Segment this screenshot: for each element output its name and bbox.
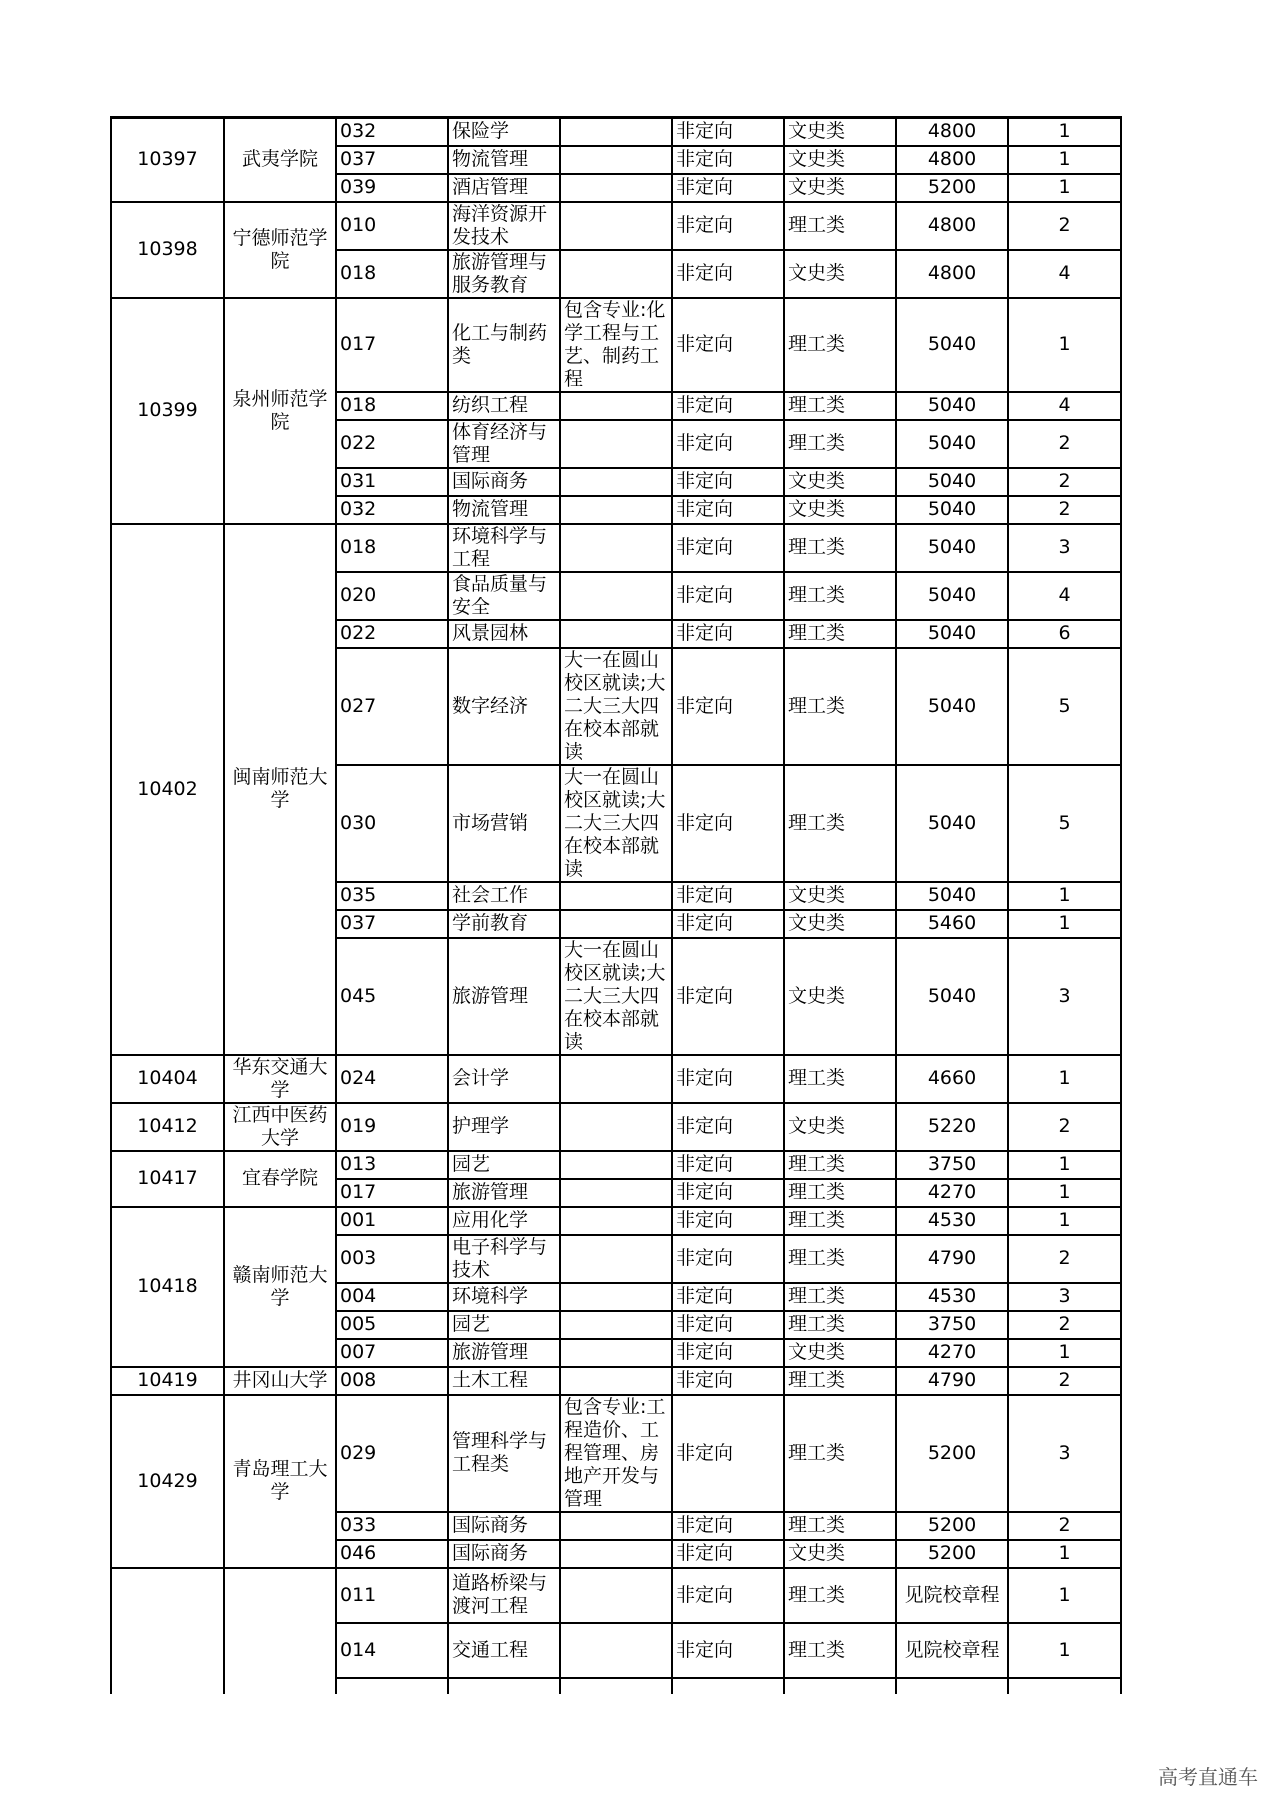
- major-code-cell: 011: [336, 1568, 448, 1623]
- tuition-cell: 5040: [896, 938, 1008, 1055]
- school-code-cell: 10398: [111, 202, 224, 298]
- tuition-cell: 3750: [896, 1151, 1008, 1179]
- plan-count-cell: 1: [1008, 1568, 1121, 1623]
- major-code-cell: 032: [336, 118, 448, 146]
- major-name-cell: 道路桥梁与渡河工程: [448, 1568, 560, 1623]
- plan-count-cell: 1: [1008, 174, 1121, 202]
- orientation-cell: 非定向: [672, 1151, 784, 1179]
- school-code-cell: 10412: [111, 1103, 224, 1151]
- category-cell: 理工类: [784, 1179, 896, 1207]
- major-code-cell: 010: [336, 202, 448, 250]
- major-name-cell: 园艺: [448, 1311, 560, 1339]
- plan-count-cell: 1: [1008, 1339, 1121, 1367]
- orientation-cell: 非定向: [672, 1339, 784, 1367]
- note-cell: [560, 910, 672, 938]
- orientation-cell: 非定向: [672, 468, 784, 496]
- category-cell: 理工类: [784, 1055, 896, 1103]
- category-cell: 理工类: [784, 420, 896, 468]
- orientation-cell: 非定向: [672, 1207, 784, 1235]
- tuition-cell: 5040: [896, 524, 1008, 572]
- tuition-cell: 5040: [896, 496, 1008, 524]
- category-cell: 文史类: [784, 938, 896, 1055]
- major-name-cell: 国际商务: [448, 1512, 560, 1540]
- note-cell: [560, 1151, 672, 1179]
- orientation-cell: 非定向: [672, 1235, 784, 1283]
- note-cell: [560, 1512, 672, 1540]
- note-cell: [560, 1179, 672, 1207]
- orientation-cell: 非定向: [672, 174, 784, 202]
- school-name-cell: 华东交通大学: [224, 1055, 336, 1103]
- note-cell: [560, 1339, 672, 1367]
- orientation-cell: 非定向: [672, 1623, 784, 1678]
- table-row: [111, 1207, 1121, 1235]
- plan-count-cell: 3: [1008, 524, 1121, 572]
- major-name-cell: 土木工程: [448, 1367, 560, 1395]
- orientation-cell: 非定向: [672, 765, 784, 882]
- major-code-cell: 027: [336, 648, 448, 765]
- major-code-cell: 046: [336, 1540, 448, 1568]
- tuition-cell: 4800: [896, 202, 1008, 250]
- category-cell: 理工类: [784, 1367, 896, 1395]
- admission-plan-table: [110, 116, 1122, 1734]
- plan-count-cell: 2: [1008, 1103, 1121, 1151]
- plan-count-cell: 5: [1008, 648, 1121, 765]
- note-cell: 包含专业:化学工程与工艺、制药工程: [560, 298, 672, 392]
- note-cell: [560, 496, 672, 524]
- tuition-cell: 5200: [896, 1540, 1008, 1568]
- note-cell: 包含专业:工程造价、工程管理、房地产开发与管理: [560, 1395, 672, 1512]
- major-code-cell: 031: [336, 468, 448, 496]
- major-name-cell: 旅游管理: [448, 938, 560, 1055]
- tuition-cell: 4800: [896, 118, 1008, 146]
- orientation-cell: 非定向: [672, 1311, 784, 1339]
- plan-count-cell: 4: [1008, 572, 1121, 620]
- watermark: 高考直通车: [1158, 1765, 1258, 1789]
- major-name-cell: 数字经济: [448, 648, 560, 765]
- major-code-cell: 029: [336, 1395, 448, 1512]
- category-cell: 文史类: [784, 118, 896, 146]
- table-row: [111, 118, 1121, 146]
- plan-count-cell: 1: [1008, 1179, 1121, 1207]
- major-code-cell: 037: [336, 146, 448, 174]
- category-cell: 理工类: [784, 202, 896, 250]
- major-name-cell: 市场营销: [448, 765, 560, 882]
- category-cell: 理工类: [784, 1623, 896, 1678]
- plan-count-cell: 2: [1008, 1235, 1121, 1283]
- plan-count-cell: 2: [1008, 468, 1121, 496]
- category-cell: 文史类: [784, 1540, 896, 1568]
- major-name-cell: 环境科学: [448, 1283, 560, 1311]
- tuition-cell: 5040: [896, 882, 1008, 910]
- category-cell: 文史类: [784, 882, 896, 910]
- orientation-cell: 非定向: [672, 1540, 784, 1568]
- major-code-cell: 032: [336, 496, 448, 524]
- plan-count-cell: 5: [1008, 765, 1121, 882]
- orientation-cell: 非定向: [672, 1179, 784, 1207]
- major-code-cell: 045: [336, 938, 448, 1055]
- note-cell: [560, 572, 672, 620]
- major-name-cell: 旅游管理: [448, 1179, 560, 1207]
- note-cell: [560, 1055, 672, 1103]
- major-code-cell: 014: [336, 1623, 448, 1678]
- plan-count-cell: 4: [1008, 250, 1121, 298]
- note-cell: [560, 468, 672, 496]
- major-name-cell: 社会工作: [448, 882, 560, 910]
- plan-count-cell: 4: [1008, 392, 1121, 420]
- school-code-cell: 10418: [111, 1207, 224, 1367]
- plan-count-cell: 2: [1008, 496, 1121, 524]
- tuition-cell: 4800: [896, 250, 1008, 298]
- note-cell: [560, 620, 672, 648]
- school-name-cell: 赣南师范大学: [224, 1207, 336, 1367]
- category-cell: 理工类: [784, 1395, 896, 1512]
- table-row: [111, 1395, 1121, 1512]
- orientation-cell: 非定向: [672, 146, 784, 174]
- note-cell: [560, 1103, 672, 1151]
- school-name-cell: 泉州师范学院: [224, 298, 336, 524]
- category-cell: 文史类: [784, 910, 896, 938]
- tuition-cell: 4530: [896, 1207, 1008, 1235]
- plan-count-cell: 1: [1008, 118, 1121, 146]
- major-name-cell: 酒店管理: [448, 174, 560, 202]
- plan-count-cell: 1: [1008, 146, 1121, 174]
- tuition-cell: 5040: [896, 620, 1008, 648]
- note-cell: [560, 118, 672, 146]
- category-cell: 理工类: [784, 1283, 896, 1311]
- orientation-cell: 非定向: [672, 938, 784, 1055]
- category-cell: 理工类: [784, 298, 896, 392]
- major-code-cell: 004: [336, 1283, 448, 1311]
- major-code-cell: 019: [336, 1103, 448, 1151]
- plan-count-cell: 1: [1008, 1055, 1121, 1103]
- table-row: [111, 1103, 1121, 1151]
- major-name-cell: 物流管理: [448, 496, 560, 524]
- tuition-cell: 5040: [896, 468, 1008, 496]
- tuition-cell: 5040: [896, 572, 1008, 620]
- major-code-cell: 033: [336, 1512, 448, 1540]
- major-code-cell: 030: [336, 765, 448, 882]
- table-row: [111, 1055, 1121, 1103]
- table-row: [111, 202, 1121, 250]
- category-cell: 理工类: [784, 620, 896, 648]
- major-name-cell: 旅游管理: [448, 1339, 560, 1367]
- plan-count-cell: 1: [1008, 910, 1121, 938]
- major-name-cell: 学前教育: [448, 910, 560, 938]
- tuition-cell: 4530: [896, 1283, 1008, 1311]
- tuition-cell: 5040: [896, 392, 1008, 420]
- note-cell: [560, 1311, 672, 1339]
- school-name-cell: 闽南师范大学: [224, 524, 336, 1055]
- page-bottom-margin: [0, 1694, 1280, 1810]
- major-code-cell: 018: [336, 392, 448, 420]
- orientation-cell: 非定向: [672, 648, 784, 765]
- orientation-cell: 非定向: [672, 1367, 784, 1395]
- category-cell: 理工类: [784, 572, 896, 620]
- major-name-cell: 保险学: [448, 118, 560, 146]
- note-cell: [560, 1623, 672, 1678]
- major-name-cell: 会计学: [448, 1055, 560, 1103]
- school-code-cell: 10429: [111, 1395, 224, 1568]
- plan-count-cell: 1: [1008, 1540, 1121, 1568]
- school-code-cell: 10417: [111, 1151, 224, 1207]
- note-cell: [560, 146, 672, 174]
- plan-count-cell: 1: [1008, 882, 1121, 910]
- orientation-cell: 非定向: [672, 1568, 784, 1623]
- table-row: [111, 1151, 1121, 1179]
- note-cell: [560, 524, 672, 572]
- orientation-cell: 非定向: [672, 910, 784, 938]
- category-cell: 文史类: [784, 1339, 896, 1367]
- note-cell: [560, 882, 672, 910]
- plan-count-cell: 1: [1008, 1623, 1121, 1678]
- major-code-cell: 020: [336, 572, 448, 620]
- major-code-cell: 024: [336, 1055, 448, 1103]
- category-cell: 文史类: [784, 1103, 896, 1151]
- tuition-cell: 4270: [896, 1339, 1008, 1367]
- major-name-cell: 体育经济与管理: [448, 420, 560, 468]
- major-name-cell: 管理科学与工程类: [448, 1395, 560, 1512]
- tuition-cell: 5200: [896, 1395, 1008, 1512]
- plan-count-cell: 2: [1008, 1367, 1121, 1395]
- school-name-cell: 青岛理工大学: [224, 1395, 336, 1568]
- category-cell: 文史类: [784, 174, 896, 202]
- major-code-cell: 018: [336, 250, 448, 298]
- note-cell: [560, 250, 672, 298]
- category-cell: 理工类: [784, 1235, 896, 1283]
- orientation-cell: 非定向: [672, 1283, 784, 1311]
- tuition-cell: 5040: [896, 420, 1008, 468]
- major-code-cell: 005: [336, 1311, 448, 1339]
- tuition-cell: 5040: [896, 765, 1008, 882]
- tuition-cell: 4660: [896, 1055, 1008, 1103]
- category-cell: 理工类: [784, 765, 896, 882]
- major-name-cell: 护理学: [448, 1103, 560, 1151]
- major-name-cell: 国际商务: [448, 468, 560, 496]
- category-cell: 文史类: [784, 468, 896, 496]
- category-cell: 理工类: [784, 648, 896, 765]
- category-cell: 理工类: [784, 1568, 896, 1623]
- category-cell: 理工类: [784, 1207, 896, 1235]
- orientation-cell: 非定向: [672, 392, 784, 420]
- tuition-cell: 5040: [896, 648, 1008, 765]
- tuition-cell: 4790: [896, 1235, 1008, 1283]
- plan-count-cell: 2: [1008, 202, 1121, 250]
- school-code-cell: 10397: [111, 118, 224, 202]
- table-row: [111, 298, 1121, 392]
- major-code-cell: 017: [336, 298, 448, 392]
- school-code-cell: 10402: [111, 524, 224, 1055]
- orientation-cell: 非定向: [672, 496, 784, 524]
- major-name-cell: 物流管理: [448, 146, 560, 174]
- orientation-cell: 非定向: [672, 1103, 784, 1151]
- tuition-cell: 4790: [896, 1367, 1008, 1395]
- major-code-cell: 039: [336, 174, 448, 202]
- note-cell: [560, 1540, 672, 1568]
- school-code-cell: 10404: [111, 1055, 224, 1103]
- note-cell: [560, 1568, 672, 1623]
- plan-count-cell: 1: [1008, 298, 1121, 392]
- plan-count-cell: 3: [1008, 1395, 1121, 1512]
- note-cell: [560, 1367, 672, 1395]
- orientation-cell: 非定向: [672, 572, 784, 620]
- plan-count-cell: 3: [1008, 938, 1121, 1055]
- orientation-cell: 非定向: [672, 882, 784, 910]
- category-cell: 文史类: [784, 250, 896, 298]
- major-name-cell: 应用化学: [448, 1207, 560, 1235]
- school-name-cell: 井冈山大学: [224, 1367, 336, 1395]
- plan-count-cell: 2: [1008, 420, 1121, 468]
- orientation-cell: 非定向: [672, 118, 784, 146]
- category-cell: 文史类: [784, 146, 896, 174]
- category-cell: 理工类: [784, 392, 896, 420]
- plan-count-cell: 3: [1008, 1283, 1121, 1311]
- school-name-cell: 江西中医药大学: [224, 1103, 336, 1151]
- orientation-cell: 非定向: [672, 420, 784, 468]
- note-cell: [560, 1207, 672, 1235]
- major-name-cell: 旅游管理与服务教育: [448, 250, 560, 298]
- tuition-cell: 4270: [896, 1179, 1008, 1207]
- major-name-cell: 交通工程: [448, 1623, 560, 1678]
- plan-count-cell: 2: [1008, 1311, 1121, 1339]
- note-cell: [560, 202, 672, 250]
- tuition-cell: 见院校章程: [896, 1568, 1008, 1623]
- major-name-cell: 风景园林: [448, 620, 560, 648]
- major-code-cell: 022: [336, 420, 448, 468]
- plan-count-cell: 6: [1008, 620, 1121, 648]
- school-name-cell: 武夷学院: [224, 118, 336, 202]
- tuition-cell: 5200: [896, 1512, 1008, 1540]
- note-cell: [560, 1235, 672, 1283]
- school-name-cell: 宜春学院: [224, 1151, 336, 1207]
- category-cell: 文史类: [784, 496, 896, 524]
- major-name-cell: 食品质量与安全: [448, 572, 560, 620]
- major-name-cell: 纺织工程: [448, 392, 560, 420]
- table-row: [111, 524, 1121, 572]
- major-name-cell: 园艺: [448, 1151, 560, 1179]
- note-cell: 大一在圆山校区就读;大二大三大四在校本部就读: [560, 648, 672, 765]
- category-cell: 理工类: [784, 524, 896, 572]
- category-cell: 理工类: [784, 1151, 896, 1179]
- school-code-cell: 10419: [111, 1367, 224, 1395]
- note-cell: [560, 420, 672, 468]
- major-code-cell: 018: [336, 524, 448, 572]
- major-code-cell: 017: [336, 1179, 448, 1207]
- orientation-cell: 非定向: [672, 620, 784, 648]
- tuition-cell: 5040: [896, 298, 1008, 392]
- plan-count-cell: 1: [1008, 1207, 1121, 1235]
- major-name-cell: 电子科学与技术: [448, 1235, 560, 1283]
- tuition-cell: 5220: [896, 1103, 1008, 1151]
- plan-count-cell: 2: [1008, 1512, 1121, 1540]
- plan-count-cell: 1: [1008, 1151, 1121, 1179]
- school-name-cell: 宁德师范学院: [224, 202, 336, 298]
- table-body: [111, 118, 1121, 1733]
- category-cell: 理工类: [784, 1311, 896, 1339]
- note-cell: 大一在圆山校区就读;大二大三大四在校本部就读: [560, 765, 672, 882]
- orientation-cell: 非定向: [672, 298, 784, 392]
- orientation-cell: 非定向: [672, 250, 784, 298]
- note-cell: [560, 1283, 672, 1311]
- orientation-cell: 非定向: [672, 1512, 784, 1540]
- major-code-cell: 001: [336, 1207, 448, 1235]
- note-cell: [560, 174, 672, 202]
- tuition-cell: 4800: [896, 146, 1008, 174]
- tuition-cell: 5460: [896, 910, 1008, 938]
- orientation-cell: 非定向: [672, 1055, 784, 1103]
- major-code-cell: 008: [336, 1367, 448, 1395]
- tuition-cell: 见院校章程: [896, 1623, 1008, 1678]
- major-code-cell: 037: [336, 910, 448, 938]
- major-name-cell: 化工与制药类: [448, 298, 560, 392]
- orientation-cell: 非定向: [672, 524, 784, 572]
- school-code-cell: 10399: [111, 298, 224, 524]
- tuition-cell: 5200: [896, 174, 1008, 202]
- orientation-cell: 非定向: [672, 1395, 784, 1512]
- category-cell: 理工类: [784, 1512, 896, 1540]
- major-code-cell: 013: [336, 1151, 448, 1179]
- major-code-cell: 003: [336, 1235, 448, 1283]
- note-cell: 大一在圆山校区就读;大二大三大四在校本部就读: [560, 938, 672, 1055]
- major-code-cell: 022: [336, 620, 448, 648]
- tuition-cell: 3750: [896, 1311, 1008, 1339]
- orientation-cell: 非定向: [672, 202, 784, 250]
- major-name-cell: 环境科学与工程: [448, 524, 560, 572]
- major-code-cell: 007: [336, 1339, 448, 1367]
- major-name-cell: 国际商务: [448, 1540, 560, 1568]
- table-row: [111, 1367, 1121, 1395]
- note-cell: [560, 392, 672, 420]
- major-code-cell: 035: [336, 882, 448, 910]
- major-name-cell: 海洋资源开发技术: [448, 202, 560, 250]
- table-row: [111, 1568, 1121, 1623]
